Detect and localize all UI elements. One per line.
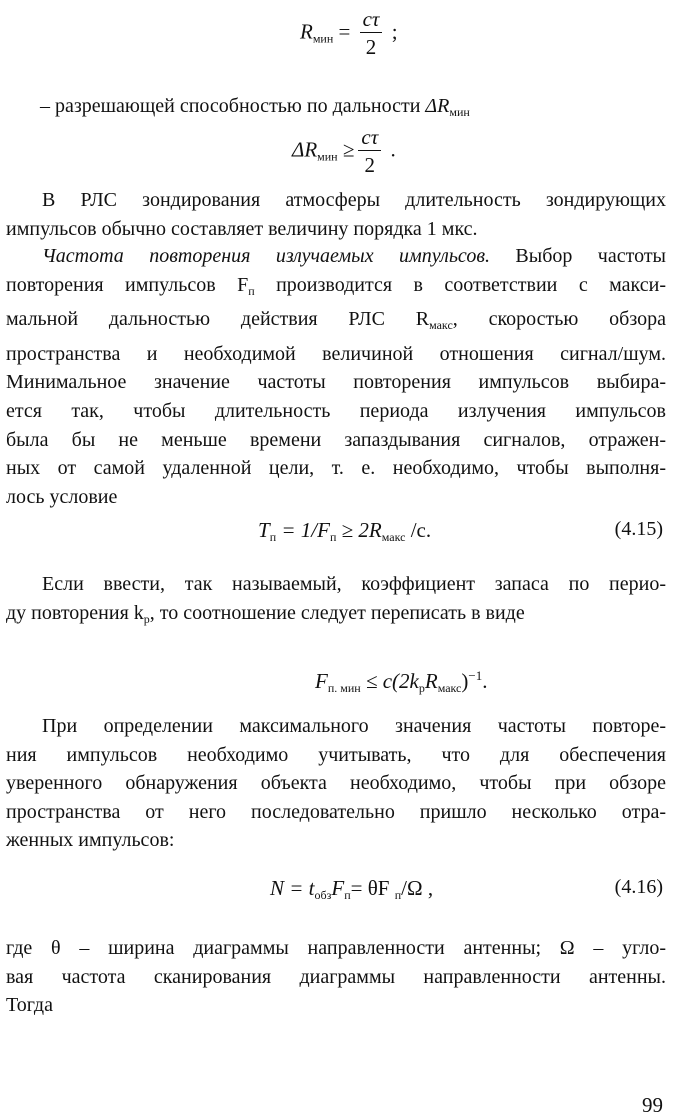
resolution-line	[40, 92, 660, 127]
paragraph-max-frequency	[6, 712, 666, 855]
paragraph-line	[6, 397, 666, 426]
eq-rmin-eq: =	[333, 19, 356, 44]
subscript: р	[143, 611, 150, 626]
page-number: 99	[642, 1093, 663, 1117]
paragraph-text: ду повторения k	[6, 601, 144, 624]
eq-text: .	[482, 669, 488, 693]
paragraph-text: , то соотношение следует переписать в виде	[149, 601, 525, 624]
paragraph-line	[6, 963, 666, 992]
eq-dr-lhs: ΔR	[292, 137, 318, 162]
eq-dr-tail: .	[385, 137, 396, 162]
paragraph-text: женных импульсов:	[6, 829, 175, 852]
paragraph-line	[6, 368, 666, 397]
paragraph-text: где θ – ширина диаграммы направленности антенны; Ω – угло-	[6, 937, 666, 959]
paragraph-beamwidth	[6, 934, 666, 1020]
eq-symbol: T	[258, 518, 270, 542]
paragraph-margin-coefficient	[6, 570, 666, 633]
eq-subscript: п	[394, 888, 402, 902]
eq-subscript: п. мин	[327, 681, 361, 695]
paragraph-text: Минимальное значение частоты повторения импульсов выбира-	[6, 371, 666, 394]
paragraph-text: , скоростью обзора	[452, 308, 666, 331]
paragraph-text: Выбор частоты	[490, 245, 666, 267]
equation-rmin	[300, 6, 398, 61]
eq-subscript: макс	[437, 681, 462, 695]
paragraph-line	[6, 570, 666, 599]
paragraph-line	[6, 826, 666, 855]
eq-symbol: R	[424, 669, 438, 693]
paragraph-line	[6, 340, 666, 369]
subscript: п	[248, 283, 255, 298]
eq-subscript: п	[269, 530, 277, 544]
subscript: макс	[429, 318, 453, 333]
eq-rmin-r: R	[300, 19, 313, 44]
eq-text: ≤ c(2k	[360, 669, 419, 693]
paragraph-text: Тогда	[6, 994, 53, 1017]
paragraph-line	[6, 483, 666, 512]
paragraph-text: ния импульсов необходимо учитывать, что для обеспечения	[6, 743, 666, 766]
eq-dr-denominator: 2	[364, 153, 376, 177]
eq-subscript: р	[418, 681, 425, 695]
paragraph-line	[6, 271, 666, 306]
paragraph-line	[6, 599, 666, 634]
resolution-sub: мин	[449, 105, 470, 119]
eq-subscript: п	[344, 888, 351, 902]
equation-delta-r	[292, 124, 396, 179]
paragraph-line	[6, 426, 666, 455]
section-italic-heading: Частота повторения излучаемых импульсов.	[42, 245, 490, 267]
paragraph-text: лось условие	[6, 485, 118, 508]
paragraph-line	[6, 769, 666, 798]
paragraph-text: производится в соответствии с макси-	[254, 273, 666, 296]
eq-superscript: −1	[468, 668, 483, 683]
eq-symbol: F	[331, 876, 345, 900]
paragraph-text: была бы не меньше времени запаздывания сигналов, отражен-	[6, 428, 666, 451]
eq-text: = 1/F	[276, 518, 330, 542]
resolution-text: – разрешающей способностью по дальности	[40, 95, 426, 117]
eq-dr-sub: мин	[317, 149, 338, 164]
paragraph-text: пространства и необходимой величиной отношения сигнал/шум.	[6, 342, 666, 365]
paragraph-text: мальной дальностью действия РЛС R	[6, 308, 430, 331]
paragraph-line	[6, 991, 666, 1020]
paragraph-line	[6, 934, 666, 963]
eq-text: N = t	[270, 876, 315, 900]
eq-text: )	[461, 669, 469, 693]
eq-rmin-sub: мин	[312, 31, 334, 46]
resolution-symbol: ΔR	[425, 95, 450, 117]
paragraph-line	[6, 712, 666, 741]
eq-rmin-tail: ;	[386, 19, 398, 44]
paragraph-text: пространства от него последовательно пришло несколько отра-	[6, 800, 666, 823]
paragraph-text: Если ввести, так называемый, коэффициент запаса по перио-	[42, 573, 666, 595]
paragraph-text: импульсов обычно составляет величину порядка 1 мкс.	[6, 217, 478, 240]
eq-dr-fraction	[358, 124, 381, 179]
paragraph-line	[6, 741, 666, 770]
eq-subscript: п	[329, 530, 337, 544]
paragraph-line	[6, 454, 666, 483]
eq-text: /c.	[405, 518, 432, 542]
paragraph-pulse-duration	[6, 186, 666, 243]
equation-4-15	[258, 518, 431, 549]
eq-rmin-numerator: cτ	[360, 6, 383, 33]
paragraph-text: ных от самой удаленной цели, т. е. необходимо, чтобы выполня-	[6, 457, 666, 480]
paragraph-text: В РЛС зондирования атмосферы длительность зондирующих	[42, 189, 666, 211]
paragraph-text: уверенного обнаружения объекта необходимо, чтобы при обзоре	[6, 772, 666, 795]
paragraph-line	[6, 242, 666, 271]
eq-symbol: F	[315, 669, 328, 693]
equation-number-4-16: (4.16)	[614, 876, 663, 898]
eq-dr-sign: ≥	[337, 137, 355, 162]
paragraph-text: вая частота сканирования диаграммы направленности антенны.	[6, 965, 666, 988]
paragraph-text: ется так, чтобы длительность периода излучения импульсов	[6, 399, 666, 422]
eq-rmin-fraction	[360, 6, 383, 61]
eq-subscript: обз	[314, 888, 332, 902]
paragraph-text: При определении максимального значения частоты повторе-	[42, 715, 666, 737]
equation-f-min	[315, 664, 487, 700]
eq-subscript: макс	[381, 530, 406, 544]
paragraph-line	[6, 215, 666, 244]
paragraph-line	[6, 186, 666, 215]
equation-4-16	[270, 876, 433, 907]
eq-text: ≥ 2R	[336, 518, 382, 542]
eq-rmin-denominator: 2	[365, 35, 377, 59]
eq-text: /Ω ,	[401, 876, 434, 900]
eq-dr-numerator: cτ	[358, 124, 381, 151]
paragraph-text: повторения импульсов F	[6, 273, 249, 296]
eq-text: = θF	[350, 876, 395, 900]
paragraph-line	[6, 305, 666, 340]
paragraph-line	[6, 798, 666, 827]
paragraph-repetition-frequency	[6, 242, 666, 511]
equation-number-4-15: (4.15)	[614, 518, 663, 540]
